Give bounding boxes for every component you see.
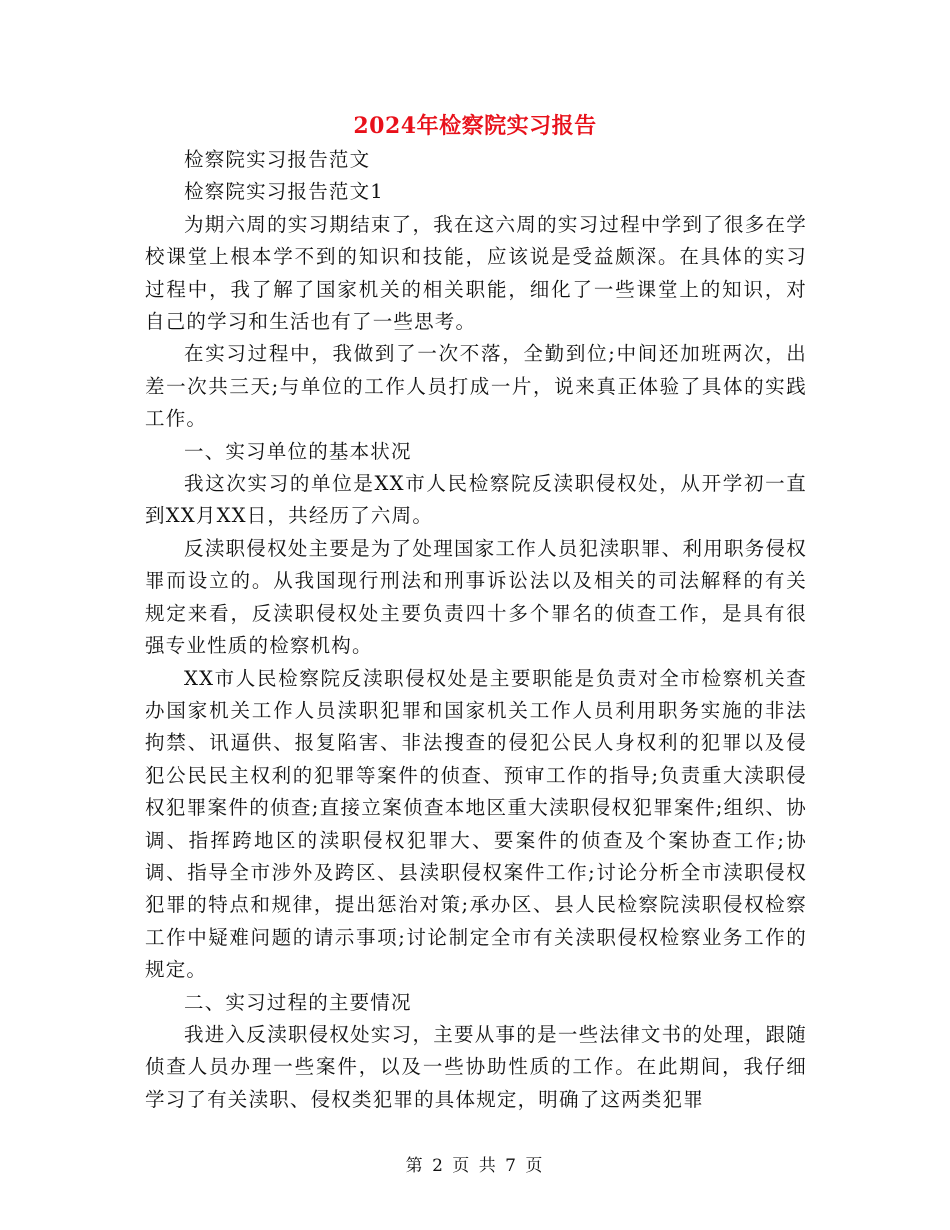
document-title: 2024年检察院实习报告: [353, 113, 597, 139]
paragraph: 我进入反渎职侵权处实习，主要从事的是一些法律文书的处理，跟随侦查人员办理一些案件，以及一些协助性质的工作。在此期间，我仔细学习了有关渎职、侵权类犯罪的具体规定，明确了这两类犯罪: [145, 1022, 807, 1111]
paragraph-subtitle: 检察院实习报告范文: [184, 148, 371, 171]
section-heading-2: 二、实习过程的主要情况: [184, 990, 412, 1014]
paragraph: XX市人民检察院反渎职侵权处是主要职能是负责对全市检察机关查办国家机关工作人员渎职犯罪和国家机关工作人员利用职务实施的非法拘禁、讯逼供、报复陷害、非法搜查的侵犯公民人身权利的犯罪以及侵犯公民民主权利的犯罪等案件的侦查、预审工作的指导;负责重大渎职侵权犯罪案件的侦查;直接立案侦查本地区重大渎职侵权犯罪案件;组织、协调、指挥跨地区的渎职侵权犯罪大、要案件的侦查及个案协查工作;协调、指导全市涉外及跨区、县渎职侵权案件工作;讨论分析全市渎职侵权犯罪的特点和规律，提出惩治对策;承办区、县人民检察院渎职侵权检察工作中疑难问题的请示事项;讨论制定全市有关渎职侵权检察业务工作的规定。: [145, 666, 807, 982]
page-footer: 第 2 页 共 7 页: [405, 1156, 545, 1176]
document-body: [145, 144, 807, 1116]
paragraph-subtitle-1: 检察院实习报告范文1: [184, 180, 384, 204]
paragraph: 反渎职侵权处主要是为了处理国家工作人员犯渎职罪、利用职务侵权罪而设立的。从我国现行刑法和刑事诉讼法以及相关的司法解释的有关规定来看，反渎职侵权处主要负责四十多个罪名的侦查工作，是具有很强专业性质的检察机构。: [145, 536, 807, 658]
paragraph: 在实习过程中，我做到了一次不落，全勤到位;中间还加班两次，出差一次共三天;与单位的工作人员打成一片，说来真正体验了具体的实践工作。: [145, 342, 807, 431]
paragraph: 为期六周的实习期结束了，我在这六周的实习过程中学到了很多在学校课堂上根本学不到的知识和技能，应该说是受益颇深。在具体的实习过程中，我了解了国家机关的相关职能，细化了一些课堂上的知识，对自己的学习和生活也有了一些思考。: [145, 212, 807, 334]
section-heading-1: 一、实习单位的基本状况: [184, 439, 412, 463]
paragraph: 我这次实习的单位是XX市人民检察院反渎职侵权处，从开学初一直到XX月XX日，共经历了六周。: [145, 472, 807, 528]
